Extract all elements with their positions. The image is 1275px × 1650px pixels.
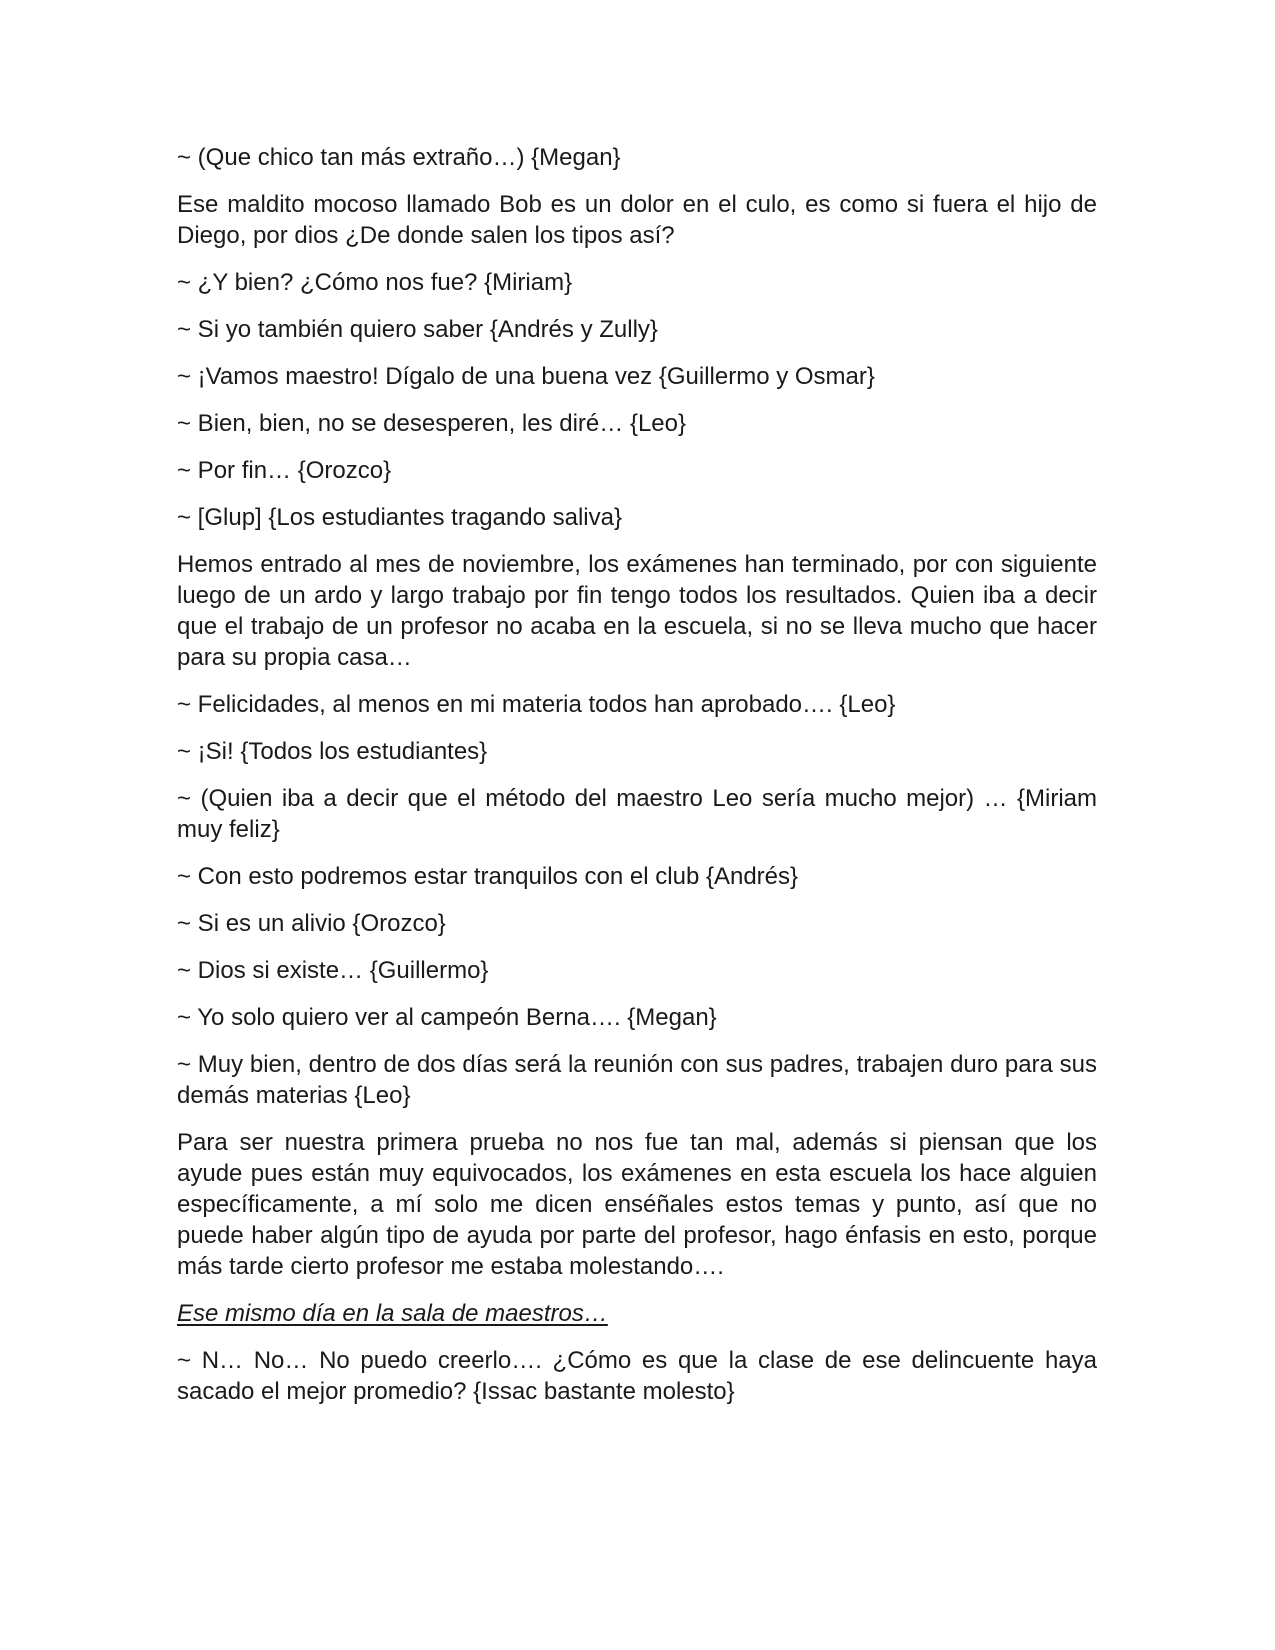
dialogue-line: ~ (Quien iba a decir que el método del maestro Leo sería mucho mejor) … {Miriam muy feliz} [177, 785, 1097, 843]
scene-heading [177, 1298, 1097, 1329]
dialogue-line: ~ Con esto podremos estar tranquilos con el club {Andrés} [177, 863, 799, 890]
dialogue-line: ~ Por fin… {Orozco} [177, 457, 392, 484]
narration-paragraph: Ese maldito mocoso llamado Bob es un dolor en el culo, es como si fuera el hijo de Diego, por dios ¿De donde salen los tipos así? [177, 191, 1097, 249]
narration-paragraph: Hemos entrado al mes de noviembre, los exámenes han terminado, por con siguiente luego de un ardo y largo trabajo por fin tengo todos los resultados. Quien iba a decir que el trabajo de un profesor no acaba en la escuela, si no se lleva mucho que hacer para su propia casa… [177, 551, 1097, 671]
dialogue-line: ~ Felicidades, al menos en mi materia todos han aprobado…. {Leo} [177, 691, 896, 718]
document-page [177, 142, 1097, 1423]
dialogue-line: ~ (Que chico tan más extraño…) {Megan} [177, 144, 621, 171]
scene-heading-text: Ese mismo día en la sala de maestros… [177, 1300, 608, 1327]
dialogue-line: ~ Muy bien, dentro de dos días será la reunión con sus padres, trabajen duro para sus demás materias {Leo} [177, 1051, 1097, 1109]
dialogue-line: ~ ¿Y bien? ¿Cómo nos fue? {Miriam} [177, 269, 573, 296]
dialogue-line: ~ Dios si existe… {Guillermo} [177, 957, 489, 984]
dialogue-line: ~ Yo solo quiero ver al campeón Berna…. {Megan} [177, 1004, 717, 1031]
narration-paragraph: Para ser nuestra primera prueba no nos fue tan mal, además si piensan que los ayude pues están muy equivocados, los exámenes en esta escuela los hace alguien específicamente, a mí solo me dicen enséñales estos temas y punto, así que no puede haber algún tipo de ayuda por parte del profesor, hago énfasis en esto, porque más tarde cierto profesor me estaba molestando…. [177, 1129, 1097, 1280]
dialogue-line: ~ Si es un alivio {Orozco} [177, 910, 446, 937]
dialogue-line: ~ N… No… No puedo creerlo…. ¿Cómo es que la clase de ese delincuente haya sacado el mejor promedio? {Issac bastante molesto} [177, 1347, 1097, 1405]
dialogue-line: ~ [Glup] {Los estudiantes tragando saliva} [177, 504, 622, 531]
dialogue-line: ~ Bien, bien, no se desesperen, les diré… {Leo} [177, 410, 687, 437]
dialogue-line: ~ Si yo también quiero saber {Andrés y Zully} [177, 316, 658, 343]
dialogue-line: ~ ¡Vamos maestro! Dígalo de una buena vez {Guillermo y Osmar} [177, 363, 875, 390]
dialogue-line: ~ ¡Si! {Todos los estudiantes} [177, 738, 488, 765]
